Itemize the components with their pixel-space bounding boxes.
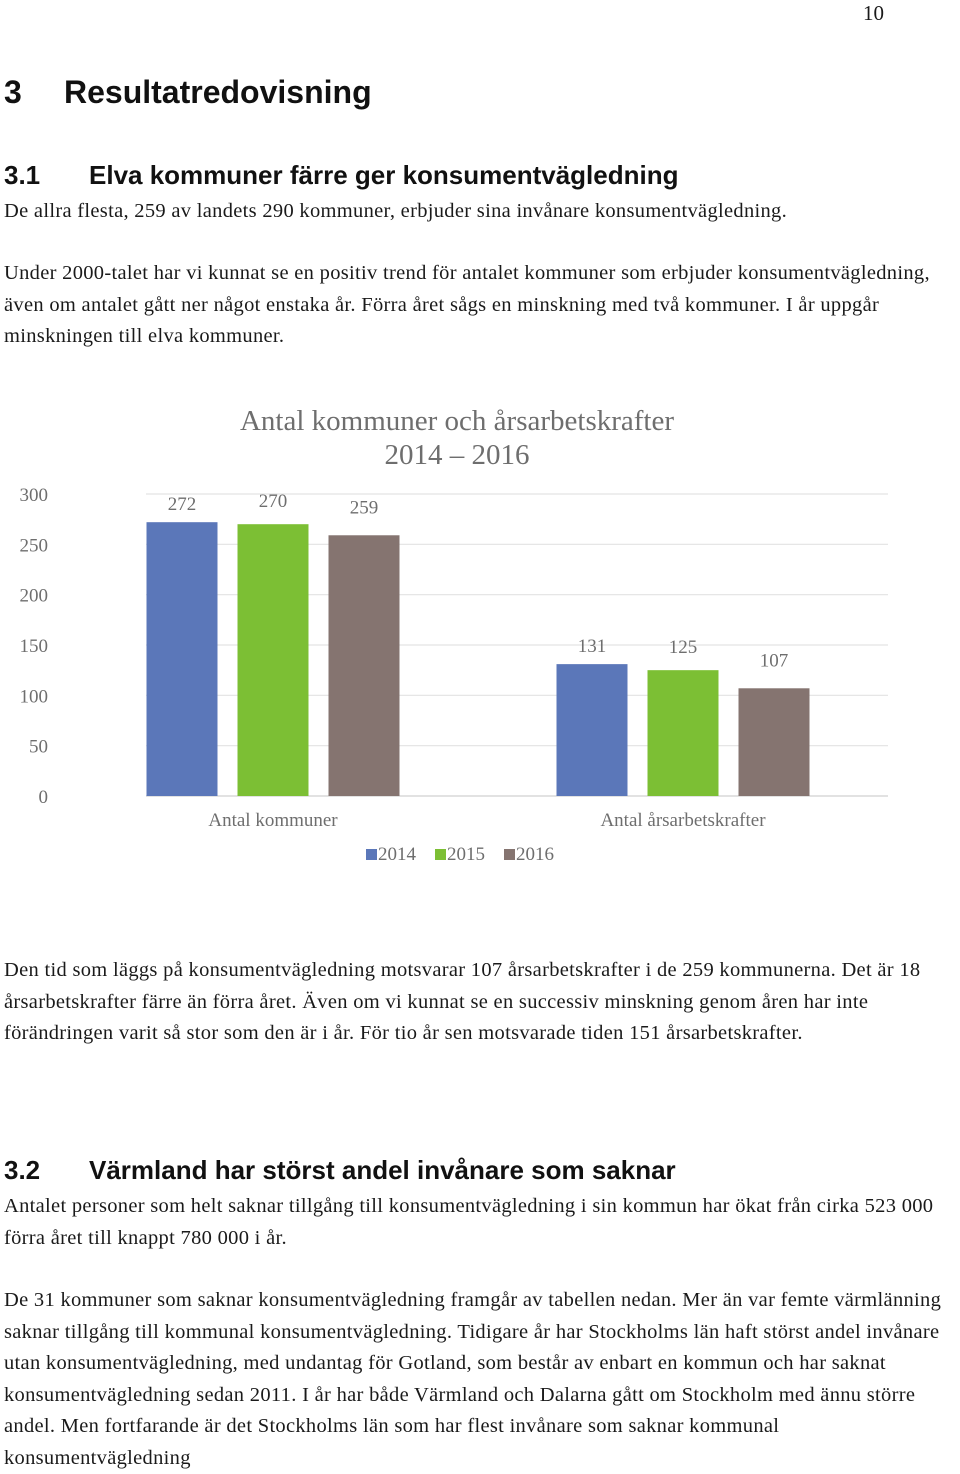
section-number: 3 xyxy=(4,74,22,110)
workforce-paragraph: Den tid som läggs på konsumentvägledning motsvarar 107 årsarbetskrafter i de 259 kommunerna. Det är 18 årsarbetskrafter färre än förra året. Även om vi kunnat se en successiv minskning genom åren har inte förändringen varit så stor som den är i år. För tio år sen motsvarade tiden 151 årsarbetskrafter. xyxy=(4,959,921,1044)
data-label: 125 xyxy=(668,637,698,659)
data-label: 270 xyxy=(258,491,288,513)
subsection-number: 3.1 xyxy=(4,160,41,190)
category-label: Antal årsarbetskrafter xyxy=(600,810,766,831)
data-label: 131 xyxy=(577,636,607,658)
legend-swatch xyxy=(366,849,377,860)
legend-label: 2016 xyxy=(516,844,554,865)
legend-label: 2015 xyxy=(447,844,485,865)
subsection-heading-3-2 xyxy=(4,1154,676,1186)
data-label: 259 xyxy=(349,497,379,519)
y-tick-label: 200 xyxy=(19,585,48,607)
y-tick-label: 150 xyxy=(19,636,48,657)
bar-2016-kommuner xyxy=(329,535,400,796)
legend-label: 2014 xyxy=(378,844,416,865)
subsection-title: Värmland har störst andel invånare som saknar xyxy=(89,1155,676,1185)
y-tick-label: 100 xyxy=(19,686,48,708)
data-label: 272 xyxy=(167,494,197,516)
table-intro-paragraph: De 31 kommuner som saknar konsumentvägledning framgår av tabellen nedan. Mer än var femte värmlänning saknar tillgång till kommunal konsumentvägledning. Tidigare år har Stockholms län haft störst andel invånare utan konsumentvägledning, med undantag för Gotland, som består av enbart en kommun och har saknat konsumentvägledning sedan 2011. I år har både Värmland och Dalarna gått om Stockholm med ännu större andel. Men fortfarande är det Stockholms län som har flest invånare som saknar kommunal konsumentvägledning xyxy=(4,1289,942,1469)
section-heading xyxy=(4,72,372,112)
subsection-number: 3.2 xyxy=(4,1155,41,1185)
bar-2015-arsarbetskrafter xyxy=(648,670,719,796)
bar-chart xyxy=(0,392,960,892)
legend-swatch xyxy=(504,849,515,860)
bar-2014-arsarbetskrafter xyxy=(557,664,628,796)
population-paragraph: Antalet personer som helt saknar tillgång till konsumentvägledning i sin kommun har ökat från cirka 523 000 förra året till knappt 780 000 i år. xyxy=(4,1195,934,1249)
bar-2015-kommuner xyxy=(238,524,309,796)
bar-2014-kommuner xyxy=(147,522,218,796)
category-label: Antal kommuner xyxy=(208,810,338,831)
y-tick-label: 0 xyxy=(38,787,48,808)
subsection-heading-3-1 xyxy=(4,159,679,191)
chart-title: Antal kommuner och årsarbetskrafter xyxy=(239,405,675,437)
bar-2016-arsarbetskrafter xyxy=(739,688,810,796)
y-tick-label: 300 xyxy=(19,485,48,506)
page-number: 10 xyxy=(863,1,884,25)
chart-subtitle: 2014 – 2016 xyxy=(384,439,530,471)
intro-paragraph: De allra flesta, 259 av landets 290 kommuner, erbjuder sina invånare konsumentvägledning. xyxy=(4,200,788,222)
legend-swatch xyxy=(435,849,446,860)
y-tick-label: 250 xyxy=(19,535,48,557)
section-title: Resultatredovisning xyxy=(64,74,372,110)
data-label: 107 xyxy=(759,650,789,672)
trend-paragraph: Under 2000-talet har vi kunnat se en positiv trend för antalet kommuner som erbjuder konsumentvägledning, även om antalet gått ner något enstaka år. Förra året sågs en minskning med två kommuner. I år uppgår minskningen till elva kommuner. xyxy=(4,262,930,347)
y-tick-label: 50 xyxy=(29,736,48,758)
subsection-title: Elva kommuner färre ger konsumentvägledning xyxy=(89,160,679,190)
